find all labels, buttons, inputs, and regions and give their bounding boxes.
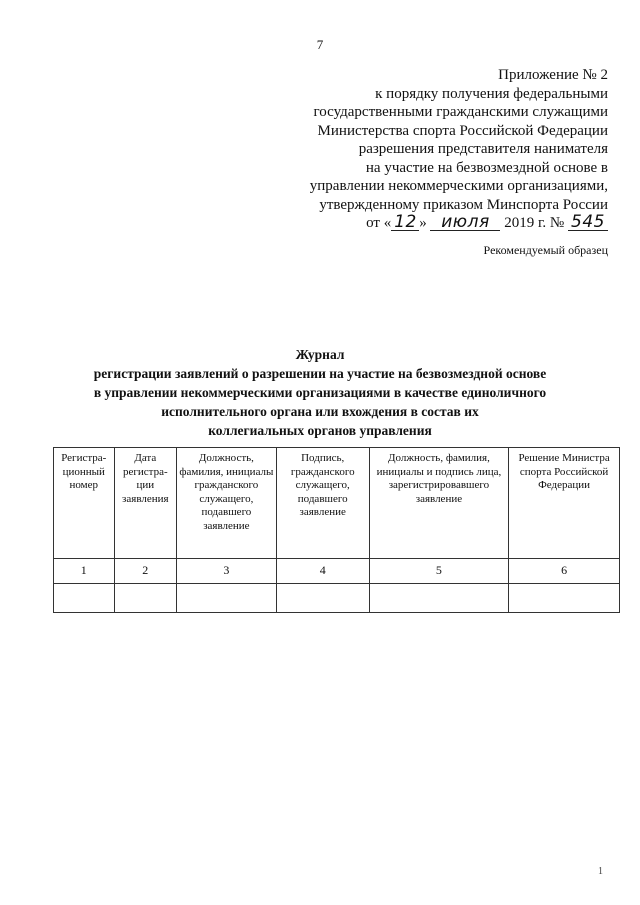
column-number: 3	[177, 559, 277, 584]
header-employee-details: Должность, фамилия, инициалы гражданского служащего, подавшего заявление	[177, 448, 277, 559]
journal-subtitle-line: в управлении некоммерческими организациями в качестве единоличного	[93, 385, 547, 400]
journal-subtitle-line: исполнительного органа или вхождения в состав их	[161, 404, 479, 419]
appendix-line: государственными гражданскими служащими	[313, 104, 608, 120]
column-number: 2	[114, 559, 177, 584]
header-registrar-details: Должность, фамилия, инициалы и подпись лица, зарегистрировавшего заявление	[369, 448, 509, 559]
journal-heading: Журнал	[295, 347, 345, 362]
date-year: 2019 г. №	[504, 215, 565, 231]
header-registration-number: Регистра-ционный номер	[54, 448, 115, 559]
corner-mark: 1	[598, 866, 603, 877]
appendix-line: разрешения представителя нанимателя	[358, 141, 608, 157]
appendix-line: управлении некоммерческими организациями,	[309, 178, 608, 194]
empty-cell	[177, 584, 277, 613]
empty-cell	[276, 584, 369, 613]
handwritten-day: 12	[391, 214, 419, 231]
appendix-line: утвержденному приказом Минспорта России	[319, 196, 608, 213]
column-number-row	[54, 559, 620, 584]
journal-subtitle-line: коллегиальных органов управления	[208, 423, 432, 438]
empty-cell	[114, 584, 177, 613]
sample-label: Рекомендуемый образец	[483, 243, 608, 257]
header-minister-decision: Решение Министра спорта Российской Федерации	[509, 448, 620, 559]
empty-cell	[509, 584, 620, 613]
handwritten-month: июля	[430, 214, 500, 231]
column-number: 5	[369, 559, 509, 584]
column-number: 6	[509, 559, 620, 584]
order-date-line	[278, 214, 608, 233]
empty-cell	[369, 584, 509, 613]
handwritten-order-number: 545	[568, 214, 608, 231]
empty-cell	[54, 584, 115, 613]
appendix-line: Министерства спорта Российской Федерации	[317, 122, 608, 139]
date-mid: »	[419, 215, 427, 231]
empty-entry-row	[54, 584, 620, 613]
registration-table	[53, 447, 620, 613]
journal-subtitle-line: регистрации заявлений о разрешении на участие на безвозмездной основе	[93, 366, 547, 381]
appendix-header	[278, 66, 608, 233]
column-number: 1	[54, 559, 115, 584]
page-number: 7	[316, 37, 324, 52]
appendix-line: на участие на безвозмездной основе в	[365, 159, 608, 176]
appendix-line: Приложение № 2	[498, 67, 608, 83]
journal-title	[50, 345, 590, 440]
date-prefix: от «	[366, 215, 392, 231]
appendix-line: к порядку получения федеральными	[375, 85, 608, 102]
header-employee-signature: Подпись, гражданского служащего, подавшего заявление	[276, 448, 369, 559]
header-registration-date: Дата регистра-ции заявления	[114, 448, 177, 559]
column-number: 4	[276, 559, 369, 584]
table-header-row	[54, 448, 620, 559]
